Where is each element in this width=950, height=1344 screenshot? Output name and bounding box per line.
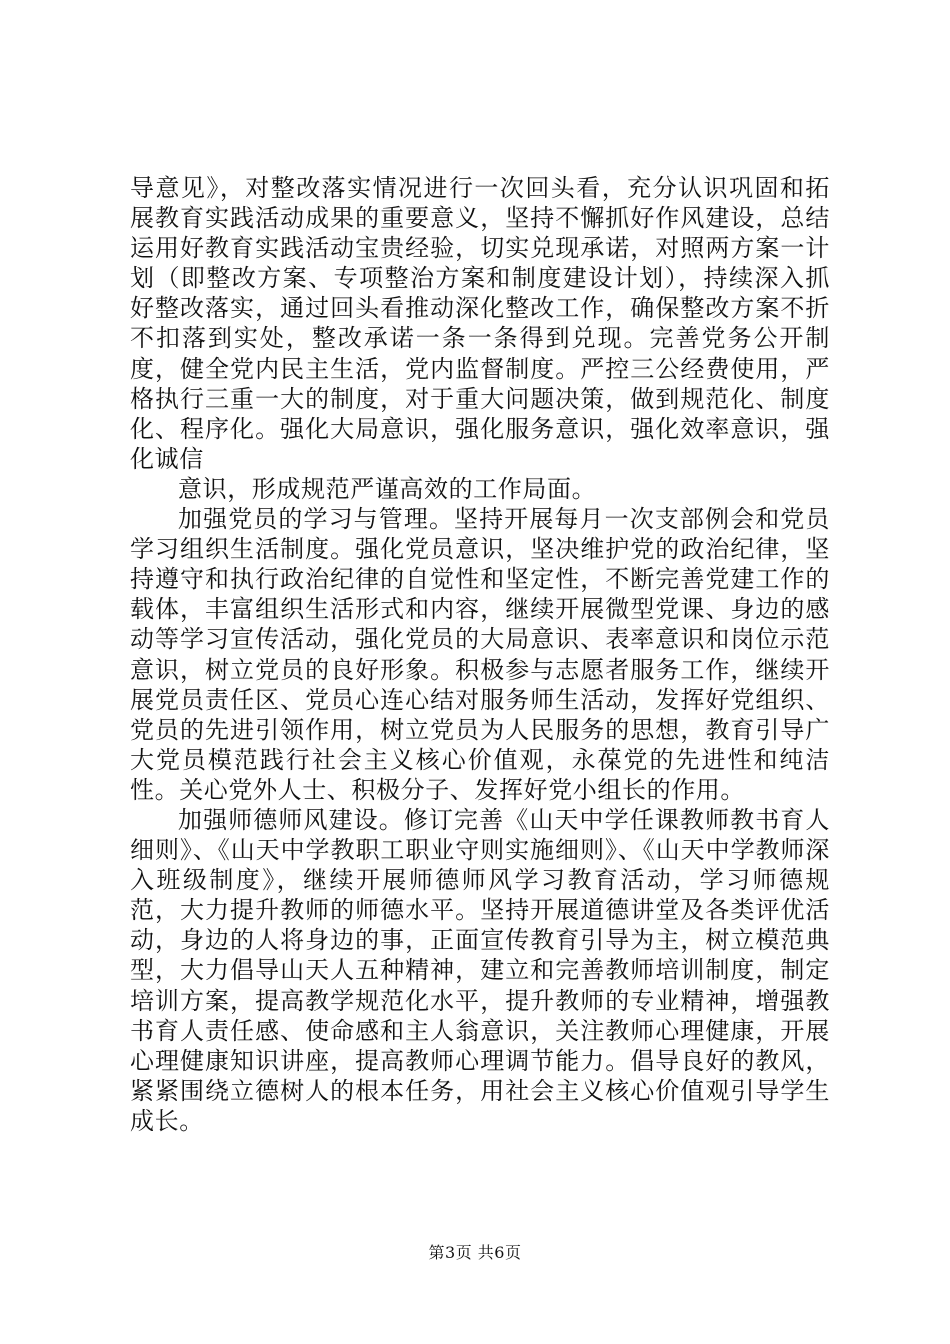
paragraph-work-situation: 意识，形成规范严谨高效的工作局面。 [178,474,597,503]
paragraph-continued-rectification: 导意见》，对整改落实情况进行一次回头看，充分认识巩固和拓展教育实践活动成果的重要意义，坚持不懈抓好作风建设，总结运用好教育实践活动宝贵经验，切实兑现承诺，对照两方案一计划（即整改方案、专项整治方案和制度建设计划），持续深入抓好整改落实，通过回头看推动深化整改工作，确保整改方案不折不扣落到实处，整改承诺一条一条得到兑现。完善党务公开制度，健全党内民主生活，党内监督制度。严控三公经费使用，严格执行三重一大的制度，对于重大问题决策，做到规范化、制度化、程序化。强化大局意识，强化服务意识，强化效率意识，强化诚信 [130,174,830,473]
paragraph-party-member-study: 加强党员的学习与管理。坚持开展每月一次支部例会和党员学习组织生活制度。强化党员意识，坚决维护党的政治纪律，坚持遵守和执行政治纪律的自觉性和坚定性，不断完善党建工作的载体，丰富组织生活形式和内容，继续开展微型党课、身边的感动等学习宣传活动，强化党员的大局意识、表率意识和岗位示范意识，树立党员的良好形象。积极参与志愿者服务工作，继续开展党员责任区、党员心连心结对服务师生活动，发挥好党组织、党员的先进引领作用，树立党员为人民服务的思想，教育引导广大党员模范践行社会主义核心价值观，永葆党的先进性和纯洁性。关心党外人士、积极分子、发挥好党小组长的作用。 [130,505,830,804]
page-number-footer: 第3页 共6页 [428,1243,522,1262]
paragraph-teacher-ethics: 加强师德师风建设。修订完善《山天中学任课教师教书育人细则》、《山天中学教职工职业守则实施细则》、《山天中学教师深入班级制度》，继续开展师德师风学习教育活动，学习师德规范，大力提升教师的师德水平。坚持开展道德讲堂及各类评优活动，身边的人将身边的事，正面宣传教育引导为主，树立模范典型，大力倡导山天人五种精神，建立和完善教师培训制度，制定培训方案，提高教学规范化水平，提升教师的专业精神，增强教书育人责任感、使命感和主人翁意识，关注教师心理健康，开展心理健康知识讲座，提高教师心理调节能力。倡导良好的教风，紧紧围绕立德树人的根本任务，用社会主义核心价值观引导学生成长。 [130,805,830,1135]
document-body [130,173,830,1136]
